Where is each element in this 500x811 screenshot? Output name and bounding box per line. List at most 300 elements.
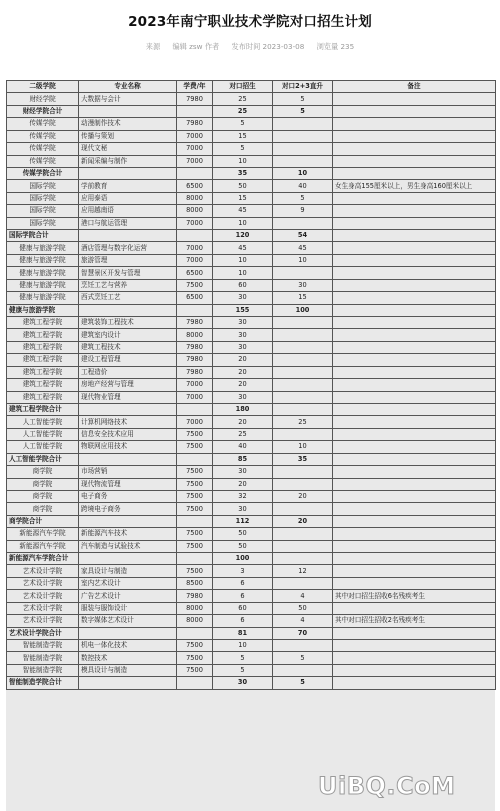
cell-major: 汽车制造与试验技术 (79, 540, 177, 552)
cell-tuition: 7000 (177, 379, 213, 391)
cell-major: 建设工程管理 (79, 354, 177, 366)
cell-college: 艺术设计学院 (7, 565, 79, 577)
cell-major: 物联网应用技术 (79, 441, 177, 453)
cell-enroll: 30 (213, 466, 273, 478)
cell-direct: 10 (273, 254, 333, 266)
cell-enroll: 10 (213, 267, 273, 279)
cell-major: 酒店管理与数字化运营 (79, 242, 177, 254)
cell-tuition: 8000 (177, 329, 213, 341)
cell-remark (333, 639, 496, 651)
table-row (7, 341, 496, 353)
cell-direct: 25 (273, 416, 333, 428)
article-meta (0, 42, 500, 52)
table-row (7, 602, 496, 614)
cell-tuition (177, 453, 213, 465)
cell-college: 国际学院 (7, 205, 79, 217)
cell-college: 商学院 (7, 503, 79, 515)
cell-remark (333, 192, 496, 204)
cell-major: 烹饪工艺与营养 (79, 279, 177, 291)
cell-tuition: 7500 (177, 652, 213, 664)
cell-direct (273, 664, 333, 676)
table-row (7, 540, 496, 552)
cell-enroll: 6 (213, 615, 273, 627)
cell-direct: 45 (273, 242, 333, 254)
cell-major (79, 230, 177, 242)
cell-tuition: 7500 (177, 428, 213, 440)
meta-views: 浏览量 235 (316, 42, 355, 51)
table-total-row (7, 403, 496, 415)
cell-major: 计算机网络技术 (79, 416, 177, 428)
cell-enroll: 10 (213, 217, 273, 229)
table-header-row (7, 81, 496, 93)
cell-direct (273, 130, 333, 142)
cell-college: 艺术设计学院 (7, 615, 79, 627)
cell-enroll: 30 (213, 329, 273, 341)
cell-tuition: 8000 (177, 205, 213, 217)
cell-college: 人工智能学院 (7, 441, 79, 453)
cell-enroll: 30 (213, 503, 273, 515)
cell-college: 传媒学院 (7, 155, 79, 167)
cell-tuition: 7980 (177, 590, 213, 602)
cell-tuition: 7000 (177, 155, 213, 167)
cell-direct: 40 (273, 180, 333, 192)
cell-tuition (177, 677, 213, 689)
cell-direct (273, 155, 333, 167)
cell-tuition (177, 167, 213, 179)
cell-major: 建筑工程技术 (79, 341, 177, 353)
cell-major: 房地产经营与管理 (79, 379, 177, 391)
cell-major: 工程造价 (79, 366, 177, 378)
cell-remark (333, 118, 496, 130)
cell-remark (333, 416, 496, 428)
cell-college: 建筑工程学院 (7, 391, 79, 403)
page-title: 2023年南宁职业技术学院对口招生计划 (128, 14, 372, 30)
cell-enroll: 20 (213, 379, 273, 391)
cell-college: 建筑工程学院 (7, 329, 79, 341)
cell-college: 商学院 (7, 490, 79, 502)
cell-tuition: 7980 (177, 118, 213, 130)
cell-direct: 10 (273, 167, 333, 179)
cell-college: 智能制造学院 (7, 664, 79, 676)
cell-remark (333, 366, 496, 378)
cell-enroll: 30 (213, 341, 273, 353)
cell-enroll: 20 (213, 354, 273, 366)
cell-tuition: 7500 (177, 441, 213, 453)
cell-tuition: 8000 (177, 192, 213, 204)
cell-tuition (177, 304, 213, 316)
cell-direct: 50 (273, 602, 333, 614)
cell-remark (333, 453, 496, 465)
cell-tuition (177, 230, 213, 242)
cell-tuition: 7500 (177, 466, 213, 478)
cell-enroll: 3 (213, 565, 273, 577)
table-body (7, 93, 496, 689)
cell-major: 模具设计与制造 (79, 664, 177, 676)
col-header-college: 二级学院 (7, 81, 79, 93)
table-total-row (7, 230, 496, 242)
table-row (7, 590, 496, 602)
site-watermark: UiBQ.CoM (318, 772, 456, 800)
cell-remark (333, 528, 496, 540)
cell-major: 跨境电子商务 (79, 503, 177, 515)
cell-remark (333, 167, 496, 179)
table-row (7, 130, 496, 142)
cell-enroll: 30 (213, 292, 273, 304)
cell-remark (333, 205, 496, 217)
cell-tuition: 7500 (177, 664, 213, 676)
cell-remark (333, 230, 496, 242)
cell-enroll: 15 (213, 130, 273, 142)
col-header-direct: 对口2+3直升 (273, 81, 333, 93)
cell-direct (273, 466, 333, 478)
table-row (7, 441, 496, 453)
cell-remark (333, 540, 496, 552)
cell-tuition (177, 403, 213, 415)
cell-direct: 9 (273, 205, 333, 217)
cell-major (79, 453, 177, 465)
cell-college: 人工智能学院 (7, 416, 79, 428)
cell-direct: 20 (273, 515, 333, 527)
col-header-tuition: 学费/年 (177, 81, 213, 93)
cell-enroll: 20 (213, 366, 273, 378)
table-row (7, 242, 496, 254)
cell-tuition: 7500 (177, 528, 213, 540)
cell-tuition: 7980 (177, 366, 213, 378)
cell-enroll: 25 (213, 93, 273, 105)
cell-tuition: 7500 (177, 565, 213, 577)
cell-direct: 15 (273, 292, 333, 304)
cell-tuition: 7000 (177, 254, 213, 266)
table-row (7, 391, 496, 403)
cell-college: 传媒学院 (7, 143, 79, 155)
cell-college: 国际学院合计 (7, 230, 79, 242)
cell-direct: 5 (273, 93, 333, 105)
cell-major: 数控技术 (79, 652, 177, 664)
cell-enroll: 30 (213, 677, 273, 689)
cell-college: 健康与旅游学院 (7, 304, 79, 316)
cell-major (79, 403, 177, 415)
cell-major: 新能源汽车技术 (79, 528, 177, 540)
cell-college: 建筑工程学院 (7, 379, 79, 391)
cell-direct: 35 (273, 453, 333, 465)
cell-major (79, 627, 177, 639)
cell-direct (273, 366, 333, 378)
cell-enroll: 10 (213, 155, 273, 167)
cell-enroll: 180 (213, 403, 273, 415)
cell-remark (333, 217, 496, 229)
cell-college: 艺术设计学院 (7, 590, 79, 602)
cell-major: 机电一体化技术 (79, 639, 177, 651)
table-row (7, 93, 496, 105)
cell-remark (333, 577, 496, 589)
cell-college: 智能制造学院合计 (7, 677, 79, 689)
enrollment-plan-table (6, 80, 496, 690)
cell-college: 建筑工程学院 (7, 341, 79, 353)
cell-direct (273, 403, 333, 415)
cell-remark (333, 354, 496, 366)
cell-tuition (177, 105, 213, 117)
cell-enroll: 10 (213, 254, 273, 266)
cell-enroll: 5 (213, 118, 273, 130)
cell-major: 大数据与会计 (79, 93, 177, 105)
enrollment-sheet-image (6, 80, 495, 811)
cell-remark (333, 143, 496, 155)
cell-major: 智慧景区开发与管理 (79, 267, 177, 279)
cell-remark (333, 379, 496, 391)
cell-direct: 5 (273, 105, 333, 117)
cell-enroll: 30 (213, 391, 273, 403)
table-row (7, 192, 496, 204)
cell-tuition (177, 553, 213, 565)
cell-college: 健康与旅游学院 (7, 254, 79, 266)
cell-enroll: 50 (213, 540, 273, 552)
cell-enroll: 45 (213, 242, 273, 254)
cell-enroll: 20 (213, 478, 273, 490)
cell-remark (333, 317, 496, 329)
cell-direct (273, 540, 333, 552)
cell-tuition: 7500 (177, 639, 213, 651)
table-row (7, 428, 496, 440)
cell-remark (333, 292, 496, 304)
cell-major: 旅游管理 (79, 254, 177, 266)
cell-direct: 4 (273, 615, 333, 627)
cell-direct (273, 267, 333, 279)
cell-enroll: 50 (213, 180, 273, 192)
cell-major: 室内艺术设计 (79, 577, 177, 589)
cell-tuition: 7980 (177, 354, 213, 366)
cell-college: 商学院 (7, 478, 79, 490)
cell-remark (333, 515, 496, 527)
cell-major: 服装与服饰设计 (79, 602, 177, 614)
cell-remark (333, 627, 496, 639)
table-total-row (7, 167, 496, 179)
cell-tuition: 7980 (177, 317, 213, 329)
cell-major: 现代物流管理 (79, 478, 177, 490)
cell-college: 健康与旅游学院 (7, 242, 79, 254)
cell-direct (273, 577, 333, 589)
cell-enroll: 32 (213, 490, 273, 502)
cell-enroll: 25 (213, 105, 273, 117)
cell-college: 人工智能学院合计 (7, 453, 79, 465)
cell-enroll: 155 (213, 304, 273, 316)
cell-enroll: 5 (213, 143, 273, 155)
cell-remark (333, 553, 496, 565)
table-row (7, 292, 496, 304)
cell-enroll: 25 (213, 428, 273, 440)
cell-remark (333, 130, 496, 142)
cell-direct (273, 478, 333, 490)
cell-major: 现代文秘 (79, 143, 177, 155)
col-header-enroll: 对口招生 (213, 81, 273, 93)
cell-major: 数字媒体艺术设计 (79, 615, 177, 627)
cell-enroll: 5 (213, 652, 273, 664)
cell-college: 智能制造学院 (7, 652, 79, 664)
table-row (7, 180, 496, 192)
col-header-major: 专业名称 (79, 81, 177, 93)
cell-college: 传媒学院 (7, 130, 79, 142)
cell-direct: 10 (273, 441, 333, 453)
cell-direct (273, 329, 333, 341)
cell-major: 建筑装饰工程技术 (79, 317, 177, 329)
cell-major (79, 167, 177, 179)
table-total-row (7, 627, 496, 639)
cell-college: 人工智能学院 (7, 428, 79, 440)
cell-enroll: 6 (213, 577, 273, 589)
cell-college: 健康与旅游学院 (7, 292, 79, 304)
cell-tuition: 6500 (177, 292, 213, 304)
cell-direct (273, 317, 333, 329)
cell-remark (333, 466, 496, 478)
cell-direct (273, 217, 333, 229)
cell-remark (333, 478, 496, 490)
cell-major (79, 515, 177, 527)
cell-remark (333, 329, 496, 341)
cell-college: 财经学院 (7, 93, 79, 105)
cell-enroll: 60 (213, 279, 273, 291)
table-row (7, 155, 496, 167)
cell-enroll: 100 (213, 553, 273, 565)
table-total-row (7, 105, 496, 117)
cell-college: 国际学院 (7, 180, 79, 192)
cell-major: 新闻采编与制作 (79, 155, 177, 167)
cell-major: 市场营销 (79, 466, 177, 478)
table-row (7, 267, 496, 279)
cell-enroll: 20 (213, 416, 273, 428)
cell-tuition: 7500 (177, 540, 213, 552)
cell-enroll: 15 (213, 192, 273, 204)
cell-enroll: 60 (213, 602, 273, 614)
cell-college: 国际学院 (7, 192, 79, 204)
table-row (7, 366, 496, 378)
cell-major: 学前教育 (79, 180, 177, 192)
cell-major (79, 553, 177, 565)
cell-direct (273, 639, 333, 651)
cell-college: 艺术设计学院 (7, 602, 79, 614)
cell-major: 家具设计与制造 (79, 565, 177, 577)
cell-college: 商学院合计 (7, 515, 79, 527)
cell-college: 健康与旅游学院 (7, 279, 79, 291)
cell-remark (333, 503, 496, 515)
cell-college: 建筑工程学院合计 (7, 403, 79, 415)
table-row (7, 664, 496, 676)
cell-enroll: 120 (213, 230, 273, 242)
cell-remark (333, 93, 496, 105)
table-row (7, 254, 496, 266)
cell-college: 国际学院 (7, 217, 79, 229)
table-row (7, 143, 496, 155)
cell-tuition: 7000 (177, 242, 213, 254)
cell-major: 传播与策划 (79, 130, 177, 142)
cell-tuition: 7000 (177, 130, 213, 142)
cell-college: 财经学院合计 (7, 105, 79, 117)
cell-direct: 12 (273, 565, 333, 577)
cell-direct (273, 354, 333, 366)
cell-major: 动漫制作技术 (79, 118, 177, 130)
cell-direct (273, 379, 333, 391)
table-row (7, 577, 496, 589)
cell-enroll: 5 (213, 664, 273, 676)
cell-college: 建筑工程学院 (7, 317, 79, 329)
table-total-row (7, 515, 496, 527)
cell-tuition: 7980 (177, 93, 213, 105)
cell-tuition: 7000 (177, 217, 213, 229)
cell-major (79, 105, 177, 117)
cell-tuition (177, 627, 213, 639)
cell-tuition: 7500 (177, 279, 213, 291)
cell-direct (273, 528, 333, 540)
cell-remark (333, 441, 496, 453)
cell-remark (333, 242, 496, 254)
cell-tuition: 7000 (177, 391, 213, 403)
table-row (7, 217, 496, 229)
cell-remark (333, 652, 496, 664)
cell-major: 广告艺术设计 (79, 590, 177, 602)
table-row (7, 416, 496, 428)
table-row (7, 329, 496, 341)
cell-direct: 5 (273, 652, 333, 664)
cell-direct (273, 428, 333, 440)
table-row (7, 205, 496, 217)
table-row (7, 565, 496, 577)
cell-enroll: 81 (213, 627, 273, 639)
cell-remark: 其中对口招生招收2名残疾考生 (333, 615, 496, 627)
table-row (7, 652, 496, 664)
cell-tuition: 8000 (177, 615, 213, 627)
cell-major: 现代物业管理 (79, 391, 177, 403)
cell-tuition: 8500 (177, 577, 213, 589)
cell-major: 港口与航运管理 (79, 217, 177, 229)
cell-direct: 30 (273, 279, 333, 291)
cell-major: 应用泰语 (79, 192, 177, 204)
cell-direct: 54 (273, 230, 333, 242)
cell-remark (333, 279, 496, 291)
cell-enroll: 50 (213, 528, 273, 540)
cell-direct (273, 341, 333, 353)
cell-major (79, 677, 177, 689)
cell-tuition: 7500 (177, 478, 213, 490)
cell-remark (333, 565, 496, 577)
cell-remark (333, 602, 496, 614)
cell-remark (333, 267, 496, 279)
cell-tuition: 8000 (177, 602, 213, 614)
cell-college: 传媒学院合计 (7, 167, 79, 179)
cell-college: 建筑工程学院 (7, 354, 79, 366)
meta-publish-time: 发布时间 2023-03-08 (231, 42, 305, 51)
cell-enroll: 30 (213, 317, 273, 329)
cell-enroll: 112 (213, 515, 273, 527)
table-row (7, 528, 496, 540)
cell-remark (333, 490, 496, 502)
cell-major: 电子商务 (79, 490, 177, 502)
cell-direct: 70 (273, 627, 333, 639)
table-row (7, 354, 496, 366)
table-row (7, 279, 496, 291)
table-row (7, 478, 496, 490)
cell-remark: 女生身高155厘米以上，男生身高160厘米以上 (333, 180, 496, 192)
cell-direct (273, 503, 333, 515)
cell-tuition: 7000 (177, 416, 213, 428)
cell-college: 传媒学院 (7, 118, 79, 130)
cell-enroll: 85 (213, 453, 273, 465)
table-row (7, 639, 496, 651)
cell-major: 信息安全技术应用 (79, 428, 177, 440)
cell-college: 新能源汽车学院合计 (7, 553, 79, 565)
cell-tuition: 6500 (177, 180, 213, 192)
table-row (7, 118, 496, 130)
cell-direct: 5 (273, 677, 333, 689)
cell-major: 建筑室内设计 (79, 329, 177, 341)
cell-remark (333, 677, 496, 689)
